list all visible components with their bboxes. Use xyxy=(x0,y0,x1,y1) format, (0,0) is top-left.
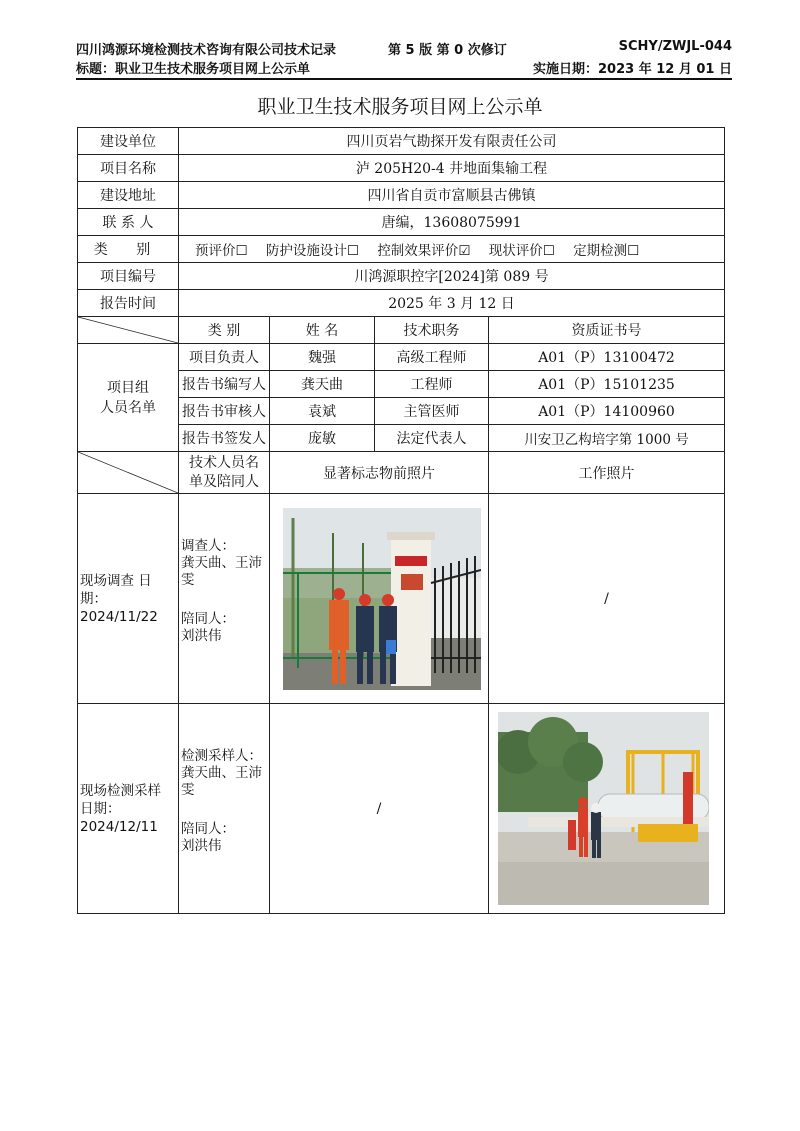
team-role: 项目负责人 xyxy=(179,344,270,371)
unit-value: 四川页岩气勘探开发有限责任公司 xyxy=(179,128,725,155)
checkbox-icon: ☐ xyxy=(346,243,360,259)
checkbox-icon: ☐ xyxy=(235,243,248,259)
contact-value: 唐编，13608075991 xyxy=(179,209,725,236)
unit-label: 建设单位 xyxy=(78,128,179,155)
team-header-role: 类 别 xyxy=(179,317,270,344)
sampling-work-photo-cell xyxy=(489,704,725,914)
option-periodic-inspection: 定期检测☐ xyxy=(573,243,640,259)
diagonal-line xyxy=(78,452,178,493)
team-role: 报告书编写人 xyxy=(179,371,270,398)
address-label: 建设地址 xyxy=(78,182,179,209)
option-pre-evaluation: 预评价☐ xyxy=(195,243,248,259)
diagonal-header-cell xyxy=(78,452,179,494)
team-group-label: 项目组 人员名单 xyxy=(78,344,179,452)
team-title: 法定代表人 xyxy=(375,425,489,452)
team-role: 报告书审核人 xyxy=(179,398,270,425)
category-options xyxy=(179,236,725,263)
category-label: 类 别 xyxy=(78,236,179,263)
contact-label: 联 系 人 xyxy=(78,209,179,236)
sampling-persons xyxy=(179,704,270,914)
team-row xyxy=(78,344,725,371)
team-cert: A01（P）15101235 xyxy=(489,371,725,398)
gas-station-work-photo xyxy=(498,712,709,905)
option-control-effect-evaluation: 控制效果评价☑ xyxy=(377,243,471,259)
project-name-label: 项目名称 xyxy=(78,155,179,182)
team-role: 报告书签发人 xyxy=(179,425,270,452)
checkbox-icon: ☐ xyxy=(542,243,555,259)
sampler-label: 检测采样人： xyxy=(181,748,262,764)
team-title: 工程师 xyxy=(375,371,489,398)
option-status-evaluation: 现状评价☐ xyxy=(488,243,555,259)
team-name: 龚天曲 xyxy=(270,371,375,398)
report-time-value: 2025 年 3 月 12 日 xyxy=(179,290,725,317)
document-header-line-2 xyxy=(76,58,732,80)
row-construction-unit xyxy=(78,128,725,155)
option-protection-design: 防护设施设计☐ xyxy=(265,243,360,259)
row-project-number xyxy=(78,263,725,290)
team-name: 魏强 xyxy=(270,344,375,371)
gate-sign-photo xyxy=(283,508,481,690)
page-title: 职业卫生技术服务项目网上公示单 xyxy=(257,96,543,118)
checked-checkbox-icon: ☑ xyxy=(458,243,471,259)
staff-column-header: 技术人员名 单及陪同人 xyxy=(179,452,270,494)
team-title: 高级工程师 xyxy=(375,344,489,371)
row-contact xyxy=(78,209,725,236)
survey-sign-photo-cell xyxy=(270,494,489,704)
row-report-time xyxy=(78,290,725,317)
companion-label: 陪同人： xyxy=(181,821,235,837)
survey-date: 现场调查 日期： 2024/11/22 xyxy=(78,494,179,704)
survey-persons xyxy=(179,494,270,704)
team-header-cert: 资质证书号 xyxy=(489,317,725,344)
sampling-date: 现场检测采样 日期： 2024/12/11 xyxy=(78,704,179,914)
team-cert: A01（P）14100960 xyxy=(489,398,725,425)
sign-photo-column-header: 显著标志物前照片 xyxy=(270,452,489,494)
row-project-name xyxy=(78,155,725,182)
row-address xyxy=(78,182,725,209)
team-header-row xyxy=(78,317,725,344)
version-label: 第 5 版 第 0 次修订 xyxy=(388,43,507,58)
team-header-title: 技术职务 xyxy=(375,317,489,344)
row-category xyxy=(78,236,725,263)
disclosure-table xyxy=(77,127,725,914)
investigator-label: 调查人： xyxy=(181,538,235,554)
document-code: SCHY/ZWJL-044 xyxy=(618,39,732,54)
effective-date: 实施日期：2023 年 12 月 01 日 xyxy=(533,62,732,77)
team-cert: A01（P）13100472 xyxy=(489,344,725,371)
report-time-label: 报告时间 xyxy=(78,290,179,317)
document-header-line-1 xyxy=(76,39,732,57)
survey-row xyxy=(78,494,725,704)
subject-title: 标题：职业卫生技术服务项目网上公示单 xyxy=(76,62,311,77)
team-name: 庞敏 xyxy=(270,425,375,452)
sampling-row xyxy=(78,704,725,914)
diagonal-header-cell xyxy=(78,317,179,344)
project-number-label: 项目编号 xyxy=(78,263,179,290)
survey-work-photo-placeholder: / xyxy=(489,494,725,704)
photo-header-row xyxy=(78,452,725,494)
company-record-title: 四川鸿源环境检测技术咨询有限公司技术记录 xyxy=(76,43,337,58)
investigator-names: 龚天曲、王沛雯 xyxy=(181,555,262,588)
project-name-value: 泸 205H20-4 井地面集输工程 xyxy=(179,155,725,182)
team-cert: 川安卫乙构培字第 1000 号 xyxy=(489,425,725,452)
companion-name: 刘洪伟 xyxy=(181,628,222,644)
address-value: 四川省自贡市富顺县古佛镇 xyxy=(179,182,725,209)
sampler-names: 龚天曲、王沛雯 xyxy=(181,765,262,798)
team-header-name: 姓 名 xyxy=(270,317,375,344)
sampling-sign-photo-placeholder: / xyxy=(270,704,489,914)
team-title: 主管医师 xyxy=(375,398,489,425)
team-name: 袁斌 xyxy=(270,398,375,425)
diagonal-line xyxy=(78,317,178,343)
work-photo-column-header: 工作照片 xyxy=(489,452,725,494)
project-number-value: 川鸿源职控字[2024]第 089 号 xyxy=(179,263,725,290)
companion-name: 刘洪伟 xyxy=(181,838,222,854)
checkbox-icon: ☐ xyxy=(627,243,640,259)
companion-label: 陪同人： xyxy=(181,611,235,627)
